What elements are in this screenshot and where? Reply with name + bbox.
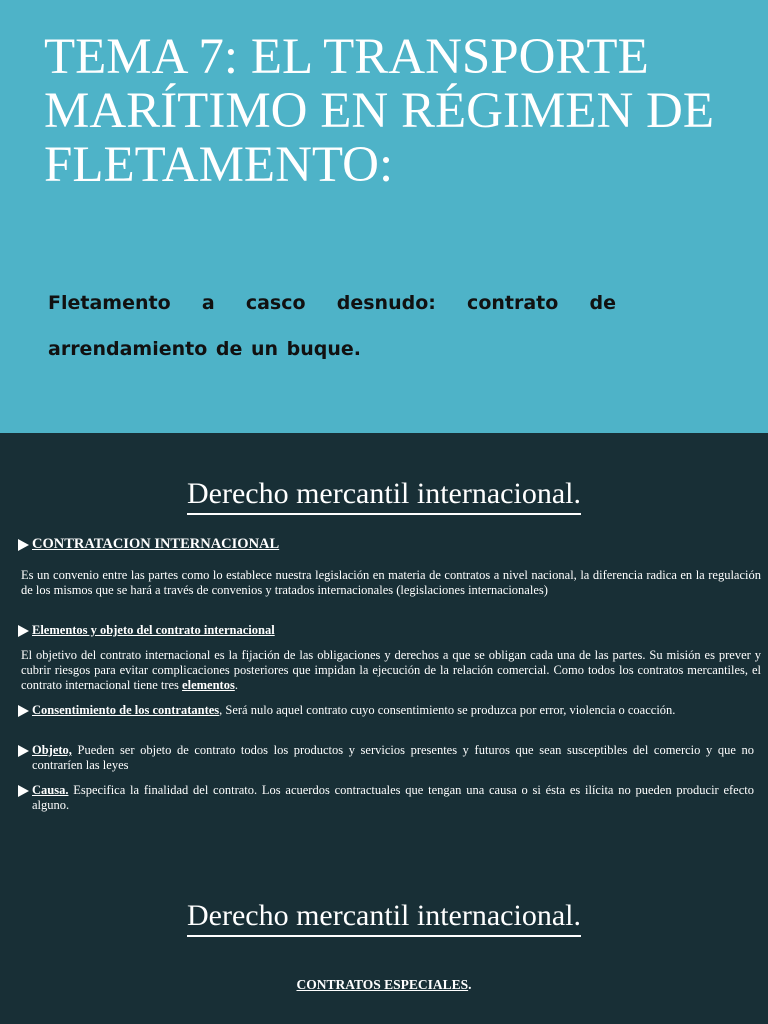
slide-title-heading: TEMA 7: EL TRANSPORTE MARÍTIMO EN RÉGIMEN DE FLETAMENTO: [44,29,715,193]
contratos-end: . [468,977,472,992]
section-heading-2-text: Derecho mercantil internacional. [187,899,581,937]
bullet-objeto [16,743,754,773]
triangle-bullet-icon [18,625,29,637]
elementos-text: El objetivo del contrato internacional es la fijación de las obligaciones y derechos a que se obligan cada una de las partes. Su misión es prever y cubrir riesgos para evitar complicaciones posteriores que impidan la ejecución de la relación comercial. Como todos los contratos mercantiles, el contrato internacional tiene tres [21,648,761,692]
section-heading-text: Derecho mercantil internacional. [187,477,581,515]
triangle-bullet-icon [18,705,29,717]
objeto-label: Objeto, [32,743,72,757]
objeto-text: Pueden ser objeto de contrato todos los productos y servicios presentes y futuros que sean susceptibles del comercio y que no contraríen las leyes [32,743,754,772]
section-heading [0,477,768,515]
causa-text: Especifica la finalidad del contrato. Los acuerdos contractuales que tengan una causa o si ésta es ilícita no pueden producir efecto alguno. [32,783,754,812]
objeto-paragraph [32,743,754,773]
elementos-paragraph [14,648,761,693]
slide-content [0,433,768,1024]
contratos-especiales [0,977,768,993]
bullet-contratacion [16,537,279,552]
elementos-label: Elementos y objeto del contrato internacional [32,623,275,637]
triangle-bullet-icon [18,539,29,551]
elementos-word: elementos [182,678,235,692]
causa-label: Causa. [32,783,69,797]
bullet-causa [16,783,754,813]
slide-title [0,0,768,433]
contratacion-paragraph: Es un convenio entre las partes como lo establece nuestra legislación en materia de contratos a nivel nacional, la diferencia radica en la regulación de los mismos que se hará a través de convenios y tratados internacionales (legislaciones internacionales) [21,568,761,597]
slide-subtitle: Fletamento a casco desnudo: contrato de arrendamiento de un buque. [48,292,616,360]
elementos-end: . [234,678,238,692]
triangle-bullet-icon [18,785,29,797]
consentimiento-label: Consentimiento de los contratantes [32,703,220,717]
causa-paragraph [32,783,754,813]
consentimiento-text: , Será nulo aquel contrato cuyo consentimiento se produzca por error, violencia o coacción. [219,703,676,717]
contratos-label: CONTRATOS ESPECIALES [296,977,469,992]
contratacion-label: CONTRATACION INTERNACIONAL [32,536,280,552]
triangle-bullet-icon [18,745,29,757]
bullet-elementos [16,623,275,638]
section-heading-2 [0,899,768,937]
bullet-consentimiento [16,703,754,718]
consentimiento-paragraph [32,703,675,718]
